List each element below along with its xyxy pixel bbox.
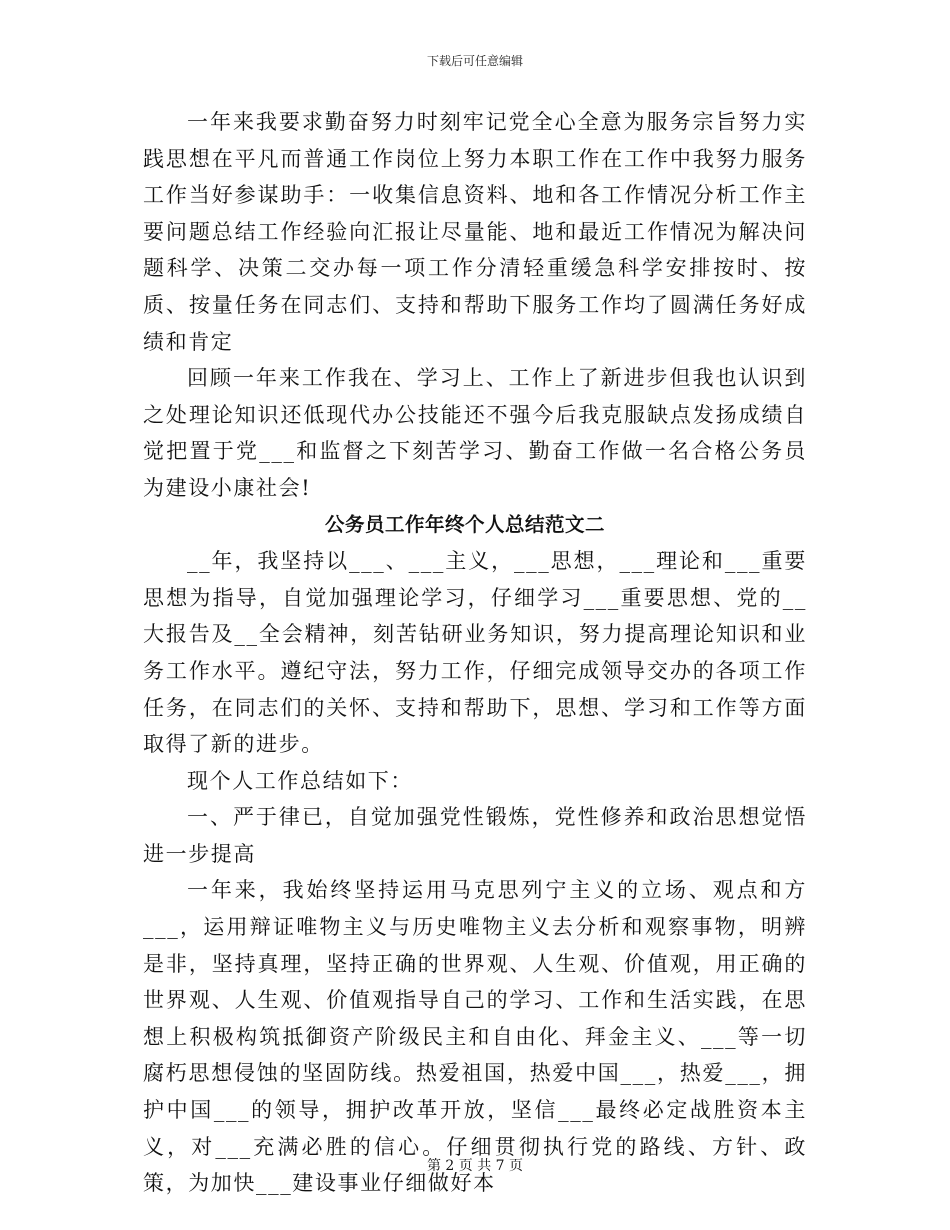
paragraph-heading-one: 一、严于律已，自觉加强党性锻炼，党性修养和政治思想觉悟进一步提高 [143,805,807,866]
document-body [143,104,807,1202]
paragraph-intro: __年，我坚持以___、___主义，___思想，___理论和___重要思想为指导，自觉加强理论学习，仔细学习___重要思想、党的__大报告及__全会精神，刻苦钻研业务知识，努力提高理论知识和业务工作水平。遵纪守法，努力工作，仔细完成领导交办的各项工作任务，在同志们的关怀、支持和帮助下，思想、学习和工作等方面取得了新的进步。 [143,549,807,757]
paragraph-service-work: 一年来我要求勤奋努力时刻牢记党全心全意为服务宗旨努力实践思想在平凡而普通工作岗位上努力本职工作在工作中我努力服务工作当好参谋助手：一收集信息资料、地和各工作情况分析工作主要问题总结工作经验向汇报让尽量能、地和最近工作情况为解决问题科学、决策二交办每一项工作分清轻重缓急科学安排按时、按质、按量任务在同志们、支持和帮助下服务工作均了圆满任务好成绩和肯定 [143,110,807,354]
paragraph-ideology: 一年来，我始终坚持运用马克思列宁主义的立场、观点和方___，运用辩证唯物主义与历史唯物主义去分析和观察事物，明辨是非，坚持真理，坚持正确的世界观、人生观、价值观，用正确的世界观、人生观、价值观指导自己的学习、工作和生活实践，在思想上积极构筑抵御资产阶级民主和自由化、拜金主义、___等一切腐朽思想侵蚀的坚固防线。热爱祖国，热爱中国___，热爱___，拥护中国___的领导，拥护改革开放，坚信___最终必定战胜资本主义，对___充满必胜的信心。仔细贯彻执行党的路线、方针、政策，为加快___建设事业仔细做好本 [143,878,807,1196]
paragraph-review: 回顾一年来工作我在、学习上、工作上了新进步但我也认识到之处理论知识还低现代办公技能还不强今后我克服缺点发扬成绩自觉把置于党___和监督之下刻苦学习、勤奋工作做一名合格公务员为建设小康社会! [143,366,807,500]
page-header: 下载后可任意编辑 [426,54,523,68]
paragraph-summary-lead: 现个人工作总结如下： [187,768,413,793]
page-number: 第 2 页 共 7 页 [426,1158,524,1174]
section-title: 公务员工作年终个人总结范文二 [324,512,605,536]
